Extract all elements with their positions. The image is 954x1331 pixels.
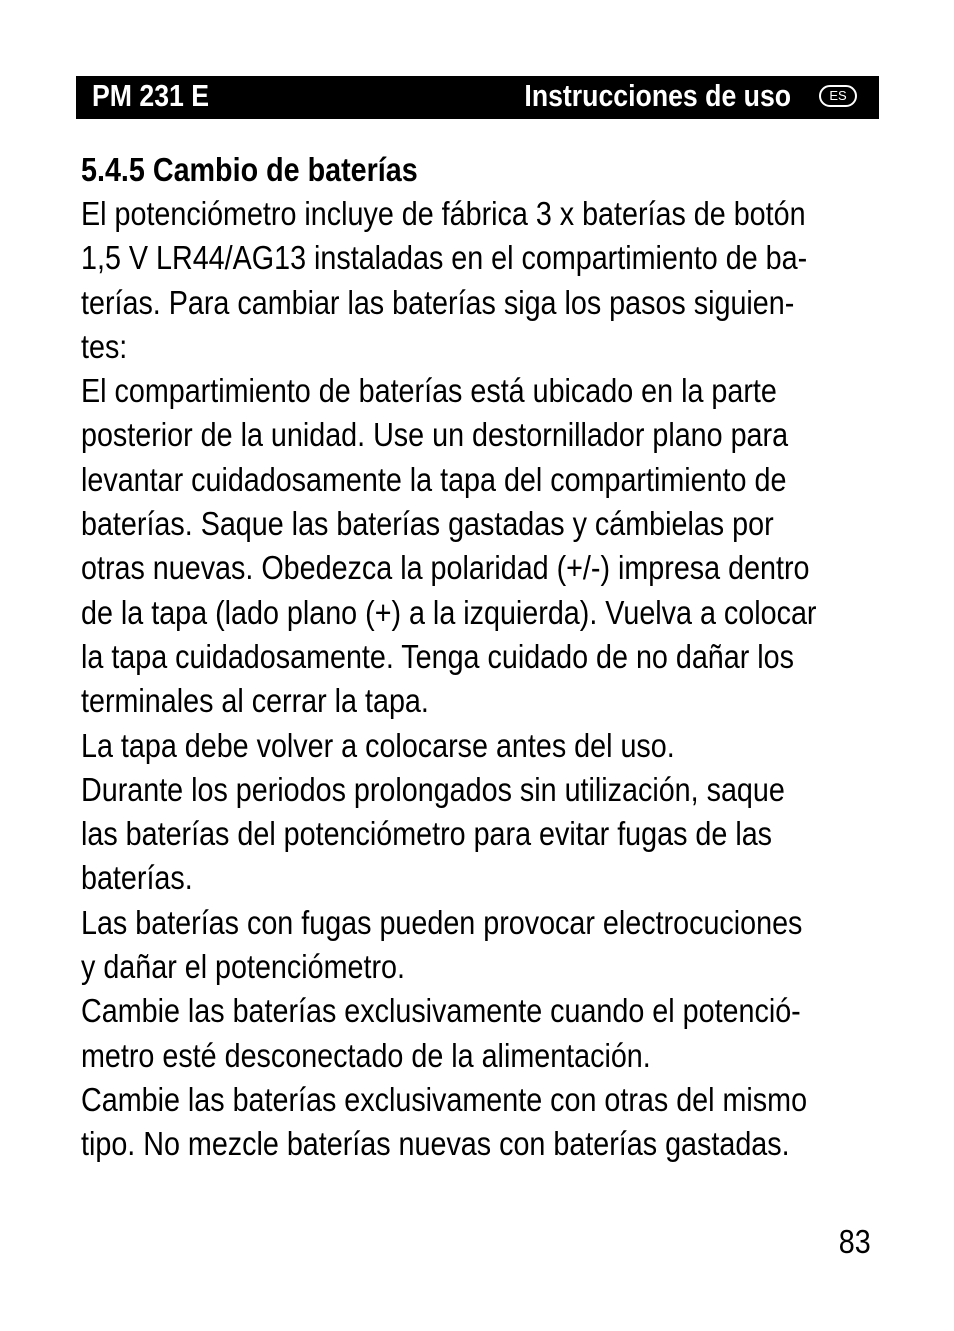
body-line: Las baterías con fugas pueden provocar electrocuciones	[81, 903, 803, 941]
body-line: otras nuevas. Obedezca la polaridad (+/-) impresa dentro	[81, 549, 810, 587]
section-body	[81, 192, 829, 1167]
body-line: baterías.	[81, 859, 193, 897]
section-content	[81, 148, 829, 1167]
body-line: posterior de la unidad. Use un destornillador plano para	[81, 416, 789, 454]
body-line: El potenciómetro incluye de fábrica 3 x baterías de botón	[81, 195, 806, 232]
body-line: Durante los periodos prolongados sin utilización, saque	[81, 770, 785, 808]
body-line: levantar cuidadosamente la tapa del compartimiento de	[81, 460, 787, 498]
body-line: terminales al cerrar la tapa.	[81, 682, 429, 720]
header-bar	[76, 76, 879, 119]
body-line: El compartimiento de baterías está ubicado en la parte	[81, 372, 777, 410]
language-badge: ES	[819, 85, 857, 107]
body-line: metro esté desconectado de la alimentación.	[81, 1036, 651, 1074]
body-line: terías. Para cambiar las baterías siga los pasos siguien-	[81, 283, 795, 321]
body-line: 1,5 V LR44/AG13 instaladas en el compartimiento de ba-	[81, 239, 808, 277]
body-line: baterías. Saque las baterías gastadas y cámbielas por	[81, 505, 774, 543]
body-line: Cambie las baterías exclusivamente con otras del mismo	[81, 1080, 808, 1118]
body-line: La tapa debe volver a colocarse antes del uso.	[81, 726, 675, 764]
section-heading: 5.4.5 Cambio de baterías	[81, 151, 418, 188]
body-line: Cambie las baterías exclusivamente cuando el potenció-	[81, 992, 801, 1030]
manual-title: Instrucciones de uso	[524, 78, 791, 113]
body-line: la tapa cuidadosamente. Tenga cuidado de no dañar los	[81, 637, 794, 675]
model-name: PM 231 E	[92, 78, 210, 113]
body-line: tipo. No mezcle baterías nuevas con baterías gastadas.	[81, 1125, 790, 1163]
page-number: 83	[839, 1223, 871, 1260]
body-line: las baterías del potenciómetro para evitar fugas de las	[81, 815, 773, 853]
body-line: de la tapa (lado plano (+) a la izquierda). Vuelva a colocar	[81, 593, 817, 631]
body-line: y dañar el potenciómetro.	[81, 948, 405, 986]
body-line: tes:	[81, 327, 128, 365]
